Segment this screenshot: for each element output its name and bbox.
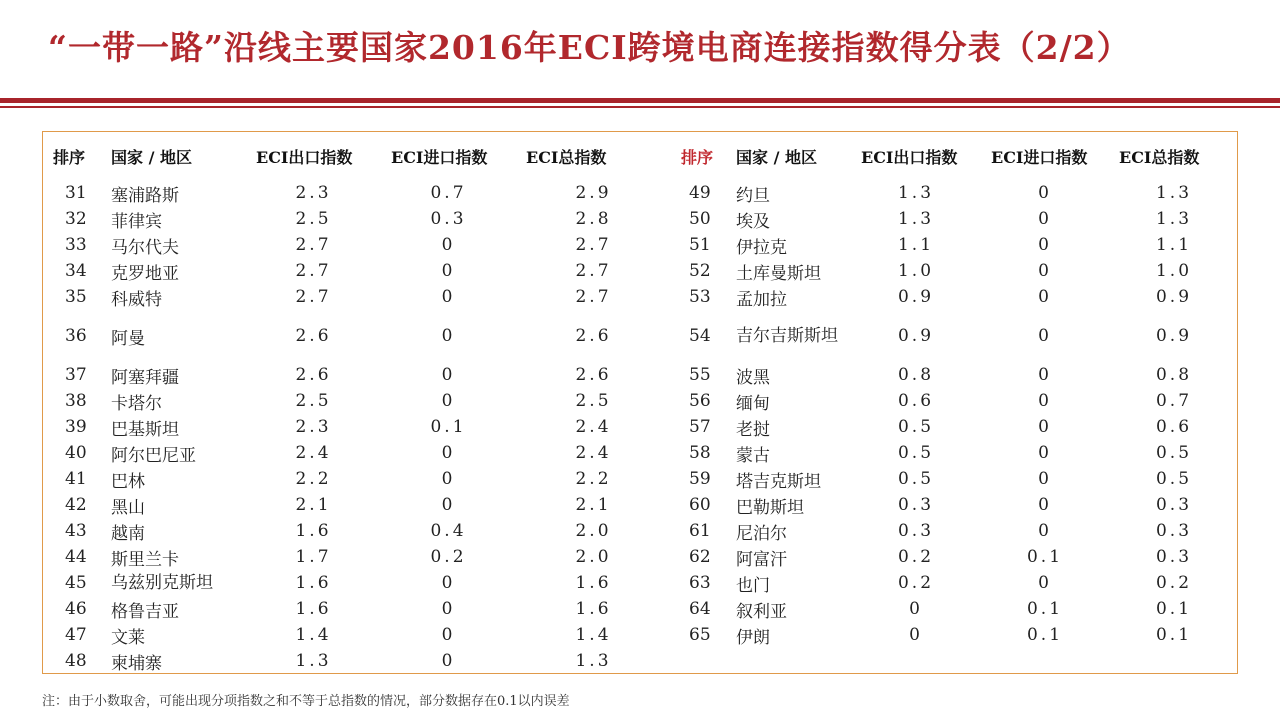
left-cell-total: 2.4 <box>575 443 612 463</box>
left-cell-rank: 41 <box>65 469 87 489</box>
left-cell-country: 卡塔尔 <box>111 393 162 414</box>
right-cell-export: 0.6 <box>897 391 935 411</box>
right-cell-rank: 50 <box>689 209 711 229</box>
right-cell-country: 尼泊尔 <box>736 523 787 544</box>
right-cell-export: 0 <box>909 599 923 619</box>
eci-table <box>43 132 1239 674</box>
page-title: “一带一路”沿线主要国家2016年ECI跨境电商连接指数得分表（2/2） <box>48 28 1131 67</box>
left-cell-import: 0 <box>441 287 456 307</box>
right-cell-country: 巴勒斯坦 <box>736 497 804 518</box>
right-cell-rank: 64 <box>689 599 711 619</box>
title-divider-thin <box>0 106 1280 108</box>
right-cell-country: 叙利亚 <box>736 601 787 622</box>
header-rank-left: 排序 <box>53 147 86 167</box>
left-cell-total: 2.8 <box>575 209 612 229</box>
right-cell-total <box>1109 648 1239 674</box>
left-cell-rank: 33 <box>65 235 87 255</box>
left-cell-import: 0 <box>441 573 456 593</box>
left-cell-import: 0 <box>441 651 456 671</box>
left-cell-export: 2.7 <box>295 261 332 281</box>
right-cell-import: 0 <box>1038 573 1052 593</box>
left-cell-total: 2.6 <box>575 326 612 346</box>
right-cell-export: 0.3 <box>897 495 935 515</box>
left-cell-import: 0 <box>441 469 456 489</box>
left-cell-rank: 36 <box>65 326 87 346</box>
right-cell-country: 也门 <box>736 575 770 596</box>
right-cell-import: 0 <box>1038 365 1052 385</box>
right-cell-rank <box>671 648 726 674</box>
left-cell-export: 2.3 <box>295 183 332 203</box>
header-import-right: ECI进口指数 <box>991 147 1088 167</box>
right-cell-rank: 53 <box>689 287 711 307</box>
left-cell-import: 0 <box>441 625 456 645</box>
right-cell-import: 0.1 <box>1026 599 1064 619</box>
right-cell-total: 0.3 <box>1155 495 1193 515</box>
left-cell-import: 0.7 <box>430 183 467 203</box>
left-cell-total: 2.9 <box>575 183 612 203</box>
right-cell-rank: 54 <box>689 326 711 346</box>
right-cell-rank: 59 <box>689 469 711 489</box>
left-cell-country: 科威特 <box>111 289 162 310</box>
left-cell-country: 菲律宾 <box>111 211 162 232</box>
right-cell-total: 0.2 <box>1155 573 1193 593</box>
table-row <box>43 570 1239 596</box>
left-cell-total: 1.6 <box>575 573 612 593</box>
right-cell-country: 埃及 <box>736 211 770 232</box>
right-cell-rank: 57 <box>689 417 711 437</box>
right-cell-export: 1.3 <box>897 209 935 229</box>
right-cell-total: 1.3 <box>1155 183 1193 203</box>
left-cell-country: 巴基斯坦 <box>111 419 179 440</box>
header-export-left: ECI出口指数 <box>256 147 353 167</box>
left-cell-country: 巴林 <box>111 471 145 492</box>
right-cell-total: 0.3 <box>1155 547 1193 567</box>
right-cell-import: 0 <box>1038 417 1052 437</box>
left-cell-rank: 31 <box>65 183 87 203</box>
table-row <box>43 544 1239 570</box>
right-cell-country: 蒙古 <box>736 445 770 466</box>
right-cell-import: 0.1 <box>1026 547 1064 567</box>
left-cell-export: 2.3 <box>295 417 332 437</box>
table-row <box>43 596 1239 622</box>
left-cell-rank: 43 <box>65 521 87 541</box>
right-cell-export: 0.5 <box>897 417 935 437</box>
table-row <box>43 414 1239 440</box>
right-cell-rank: 52 <box>689 261 711 281</box>
left-cell-total: 2.7 <box>575 235 612 255</box>
right-cell-import: 0.1 <box>1026 625 1064 645</box>
left-cell-export: 1.6 <box>295 599 332 619</box>
left-cell-export: 1.6 <box>295 521 332 541</box>
table-row <box>43 388 1239 414</box>
right-cell-import: 0 <box>1038 326 1052 346</box>
right-cell-country: 伊朗 <box>736 627 770 648</box>
left-cell-country: 越南 <box>111 523 145 544</box>
left-cell-country: 乌兹别克斯坦 <box>111 573 213 593</box>
right-cell-country: 孟加拉 <box>736 289 787 310</box>
left-cell-rank: 45 <box>65 573 87 593</box>
left-cell-country: 格鲁吉亚 <box>111 601 179 622</box>
table-row <box>43 492 1239 518</box>
right-cell-export: 1.0 <box>897 261 935 281</box>
left-cell-export: 2.7 <box>295 287 332 307</box>
left-cell-country: 克罗地亚 <box>111 263 179 284</box>
header-country-right: 国家 / 地区 <box>736 147 817 167</box>
right-cell-rank: 62 <box>689 547 711 567</box>
left-cell-total: 2.0 <box>575 547 612 567</box>
left-cell-export: 1.4 <box>295 625 332 645</box>
left-cell-total: 2.6 <box>575 365 612 385</box>
left-cell-total: 1.3 <box>575 651 612 671</box>
right-cell-export: 0.2 <box>897 547 935 567</box>
left-cell-country: 阿尔巴尼亚 <box>111 445 196 466</box>
header-country-left: 国家 / 地区 <box>111 147 192 167</box>
table-row <box>43 284 1239 310</box>
eci-score-table <box>42 131 1238 674</box>
left-cell-export: 2.7 <box>295 235 332 255</box>
right-cell-export: 1.3 <box>897 183 935 203</box>
left-cell-import: 0.4 <box>430 521 467 541</box>
left-cell-import: 0.1 <box>430 417 467 437</box>
right-cell-total: 0.3 <box>1155 521 1193 541</box>
left-cell-country: 黑山 <box>111 497 145 518</box>
left-cell-import: 0 <box>441 235 456 255</box>
right-cell-rank: 65 <box>689 625 711 645</box>
left-cell-country: 阿塞拜疆 <box>111 367 179 388</box>
left-cell-export: 2.1 <box>295 495 332 515</box>
table-row <box>43 180 1239 206</box>
right-cell-total: 0.9 <box>1155 326 1193 346</box>
right-cell-country: 老挝 <box>736 419 770 440</box>
left-cell-rank: 40 <box>65 443 87 463</box>
right-cell-total: 0.9 <box>1155 287 1193 307</box>
left-cell-total: 2.2 <box>575 469 612 489</box>
right-cell-rank: 61 <box>689 521 711 541</box>
right-cell-total: 0.1 <box>1155 599 1193 619</box>
left-cell-total: 1.4 <box>575 625 612 645</box>
left-cell-import: 0.3 <box>430 209 467 229</box>
right-cell-rank: 60 <box>689 495 711 515</box>
right-cell-export: 1.1 <box>897 235 935 255</box>
footnote: 注：由于小数取舍，可能出现分项指数之和不等于总指数的情况，部分数据存在0.1以内误差 <box>42 694 570 709</box>
left-cell-total: 2.5 <box>575 391 612 411</box>
left-cell-country: 阿曼 <box>111 328 145 349</box>
right-cell-import: 0 <box>1038 235 1052 255</box>
left-cell-export: 2.5 <box>295 209 332 229</box>
table-row <box>43 518 1239 544</box>
right-cell-total: 0.8 <box>1155 365 1193 385</box>
right-cell-rank: 58 <box>689 443 711 463</box>
left-cell-rank: 38 <box>65 391 87 411</box>
right-cell-export: 0.8 <box>897 365 935 385</box>
left-cell-export: 2.6 <box>295 326 332 346</box>
left-cell-import: 0 <box>441 391 456 411</box>
table-header-row <box>43 132 1239 180</box>
right-cell-country <box>726 648 851 674</box>
right-cell-country: 土库曼斯坦 <box>736 263 821 284</box>
right-cell-export: 0.5 <box>897 469 935 489</box>
left-cell-rank: 42 <box>65 495 87 515</box>
left-cell-rank: 37 <box>65 365 87 385</box>
right-cell-country: 伊拉克 <box>736 237 787 258</box>
table-row <box>43 648 1239 674</box>
left-cell-country: 文莱 <box>111 627 145 648</box>
right-cell-export: 0 <box>909 625 923 645</box>
right-cell-rank: 56 <box>689 391 711 411</box>
header-export-right: ECI出口指数 <box>861 147 958 167</box>
right-cell-export: 0.2 <box>897 573 935 593</box>
table-row <box>43 232 1239 258</box>
right-cell-export: 0.5 <box>897 443 935 463</box>
right-cell-total: 1.1 <box>1155 235 1193 255</box>
right-cell-import: 0 <box>1038 469 1052 489</box>
right-cell-import: 0 <box>1038 287 1052 307</box>
right-cell-export: 0.3 <box>897 521 935 541</box>
left-cell-export: 2.5 <box>295 391 332 411</box>
left-cell-rank: 32 <box>65 209 87 229</box>
right-cell-import: 0 <box>1038 209 1052 229</box>
left-cell-total: 2.4 <box>575 417 612 437</box>
right-cell-total: 0.1 <box>1155 625 1193 645</box>
right-cell-total: 0.6 <box>1155 417 1193 437</box>
left-cell-export: 2.4 <box>295 443 332 463</box>
right-cell-import: 0 <box>1038 183 1052 203</box>
left-cell-country: 马尔代夫 <box>111 237 179 258</box>
right-cell-rank: 51 <box>689 235 711 255</box>
left-cell-export: 1.6 <box>295 573 332 593</box>
left-cell-import: 0 <box>441 495 456 515</box>
left-cell-import: 0.2 <box>430 547 467 567</box>
right-cell-import: 0 <box>1038 495 1052 515</box>
left-cell-export: 1.7 <box>295 547 332 567</box>
right-cell-import <box>981 648 1109 674</box>
header-rank-right: 排序 <box>681 147 714 167</box>
left-cell-import: 0 <box>441 261 456 281</box>
left-cell-total: 2.0 <box>575 521 612 541</box>
left-cell-rank: 48 <box>65 651 87 671</box>
table-row <box>43 206 1239 232</box>
left-cell-rank: 39 <box>65 417 87 437</box>
left-cell-rank: 44 <box>65 547 87 567</box>
header-total-left: ECI总指数 <box>526 147 607 167</box>
left-cell-country: 塞浦路斯 <box>111 185 179 206</box>
header-import-left: ECI进口指数 <box>391 147 488 167</box>
right-cell-country: 吉尔吉斯斯坦 <box>736 326 838 346</box>
right-cell-import: 0 <box>1038 521 1052 541</box>
left-cell-total: 2.7 <box>575 287 612 307</box>
right-cell-import: 0 <box>1038 443 1052 463</box>
table-row <box>43 362 1239 388</box>
left-cell-rank: 47 <box>65 625 87 645</box>
right-cell-export: 0.9 <box>897 326 935 346</box>
right-cell-total: 0.7 <box>1155 391 1193 411</box>
left-cell-country: 斯里兰卡 <box>111 549 179 570</box>
header-total-right: ECI总指数 <box>1119 147 1200 167</box>
left-cell-import: 0 <box>441 443 456 463</box>
left-cell-rank: 34 <box>65 261 87 281</box>
table-row <box>43 440 1239 466</box>
right-cell-total: 1.0 <box>1155 261 1193 281</box>
left-cell-rank: 35 <box>65 287 87 307</box>
right-cell-country: 约旦 <box>736 185 770 206</box>
right-cell-import: 0 <box>1038 391 1052 411</box>
table-row <box>43 622 1239 648</box>
right-cell-country: 阿富汗 <box>736 549 787 570</box>
table-body <box>43 180 1239 674</box>
table-row <box>43 466 1239 492</box>
left-cell-export: 1.3 <box>295 651 332 671</box>
right-cell-export: 0.9 <box>897 287 935 307</box>
left-cell-country: 柬埔寨 <box>111 653 162 674</box>
left-cell-total: 2.7 <box>575 261 612 281</box>
right-cell-rank: 49 <box>689 183 711 203</box>
left-cell-total: 1.6 <box>575 599 612 619</box>
right-cell-total: 0.5 <box>1155 443 1193 463</box>
right-cell-import: 0 <box>1038 261 1052 281</box>
right-cell-rank: 55 <box>689 365 711 385</box>
left-cell-export: 2.2 <box>295 469 332 489</box>
left-cell-import: 0 <box>441 365 456 385</box>
left-cell-rank: 46 <box>65 599 87 619</box>
table-row <box>43 310 1239 362</box>
left-cell-total: 2.1 <box>575 495 612 515</box>
right-cell-country: 塔吉克斯坦 <box>736 471 821 492</box>
right-cell-rank: 63 <box>689 573 711 593</box>
table-row <box>43 258 1239 284</box>
right-cell-export <box>851 648 981 674</box>
right-cell-country: 波黑 <box>736 367 770 388</box>
left-cell-import: 0 <box>441 326 456 346</box>
right-cell-total: 1.3 <box>1155 209 1193 229</box>
right-cell-total: 0.5 <box>1155 469 1193 489</box>
left-cell-import: 0 <box>441 599 456 619</box>
right-cell-country: 缅甸 <box>736 393 770 414</box>
title-divider-thick <box>0 98 1280 103</box>
left-cell-export: 2.6 <box>295 365 332 385</box>
